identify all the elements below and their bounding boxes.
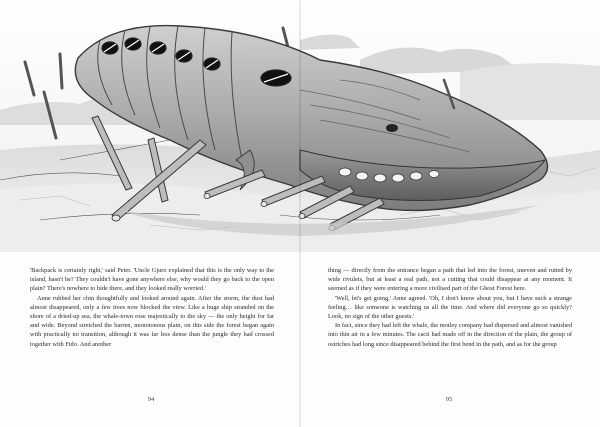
paragraph: thing — directly from the entrance began a path that led into the forest, uneven and rutted by wide rivulets, but at least a real path, not a cutting that could disappear at any moment. It seemed as if they were entering a more civilised part of the Ghost Forest here.	[328, 267, 572, 293]
paragraph: 'Backpack is certainly right,' said Peter. 'Uncle Gjuro explained that this is the only way to the island, hasn't he? They couldn't have gone anywhere else, why would they go back to the open plain? There's nowhere to hide there, and they looked really worried.'	[30, 267, 274, 293]
right-page-text	[328, 266, 572, 349]
paragraph: In fact, since they had left the whale, the motley company had dispersed and almost vanished into thin air in a few minutes. The cacti had made off in the direction of the plain, the group of ostriches had long since disappeared behind the first bend in the path, and as for the group	[328, 322, 572, 348]
paragraph: 'Well, let's get going,' Anne agreed. 'Oh, I don't know about you, but I have such a strange feeling… like someone is watching us all the time. And where did everyone go so quickly? Look, no sign of the other guests.'	[328, 294, 572, 321]
page-number-right: 95	[445, 396, 453, 403]
paragraph: Anne rubbed her chin thoughtfully and looked around again. After the storm, the dust had almost disappeared, only a few trees now blocked the view. Like a huge ship stranded on the shore of a dried-up sea, the whale-town rose majestically to the sky — the only height for far and wide. Beyond stretched the barren, monotonous plain, on this side the forest began again with practically no transition, although it was far less dense than the jungle they had crossed together with Fido. And another	[30, 294, 274, 348]
left-page-text	[30, 266, 274, 349]
page-number-left: 94	[147, 396, 155, 403]
book-gutter	[299, 0, 301, 427]
